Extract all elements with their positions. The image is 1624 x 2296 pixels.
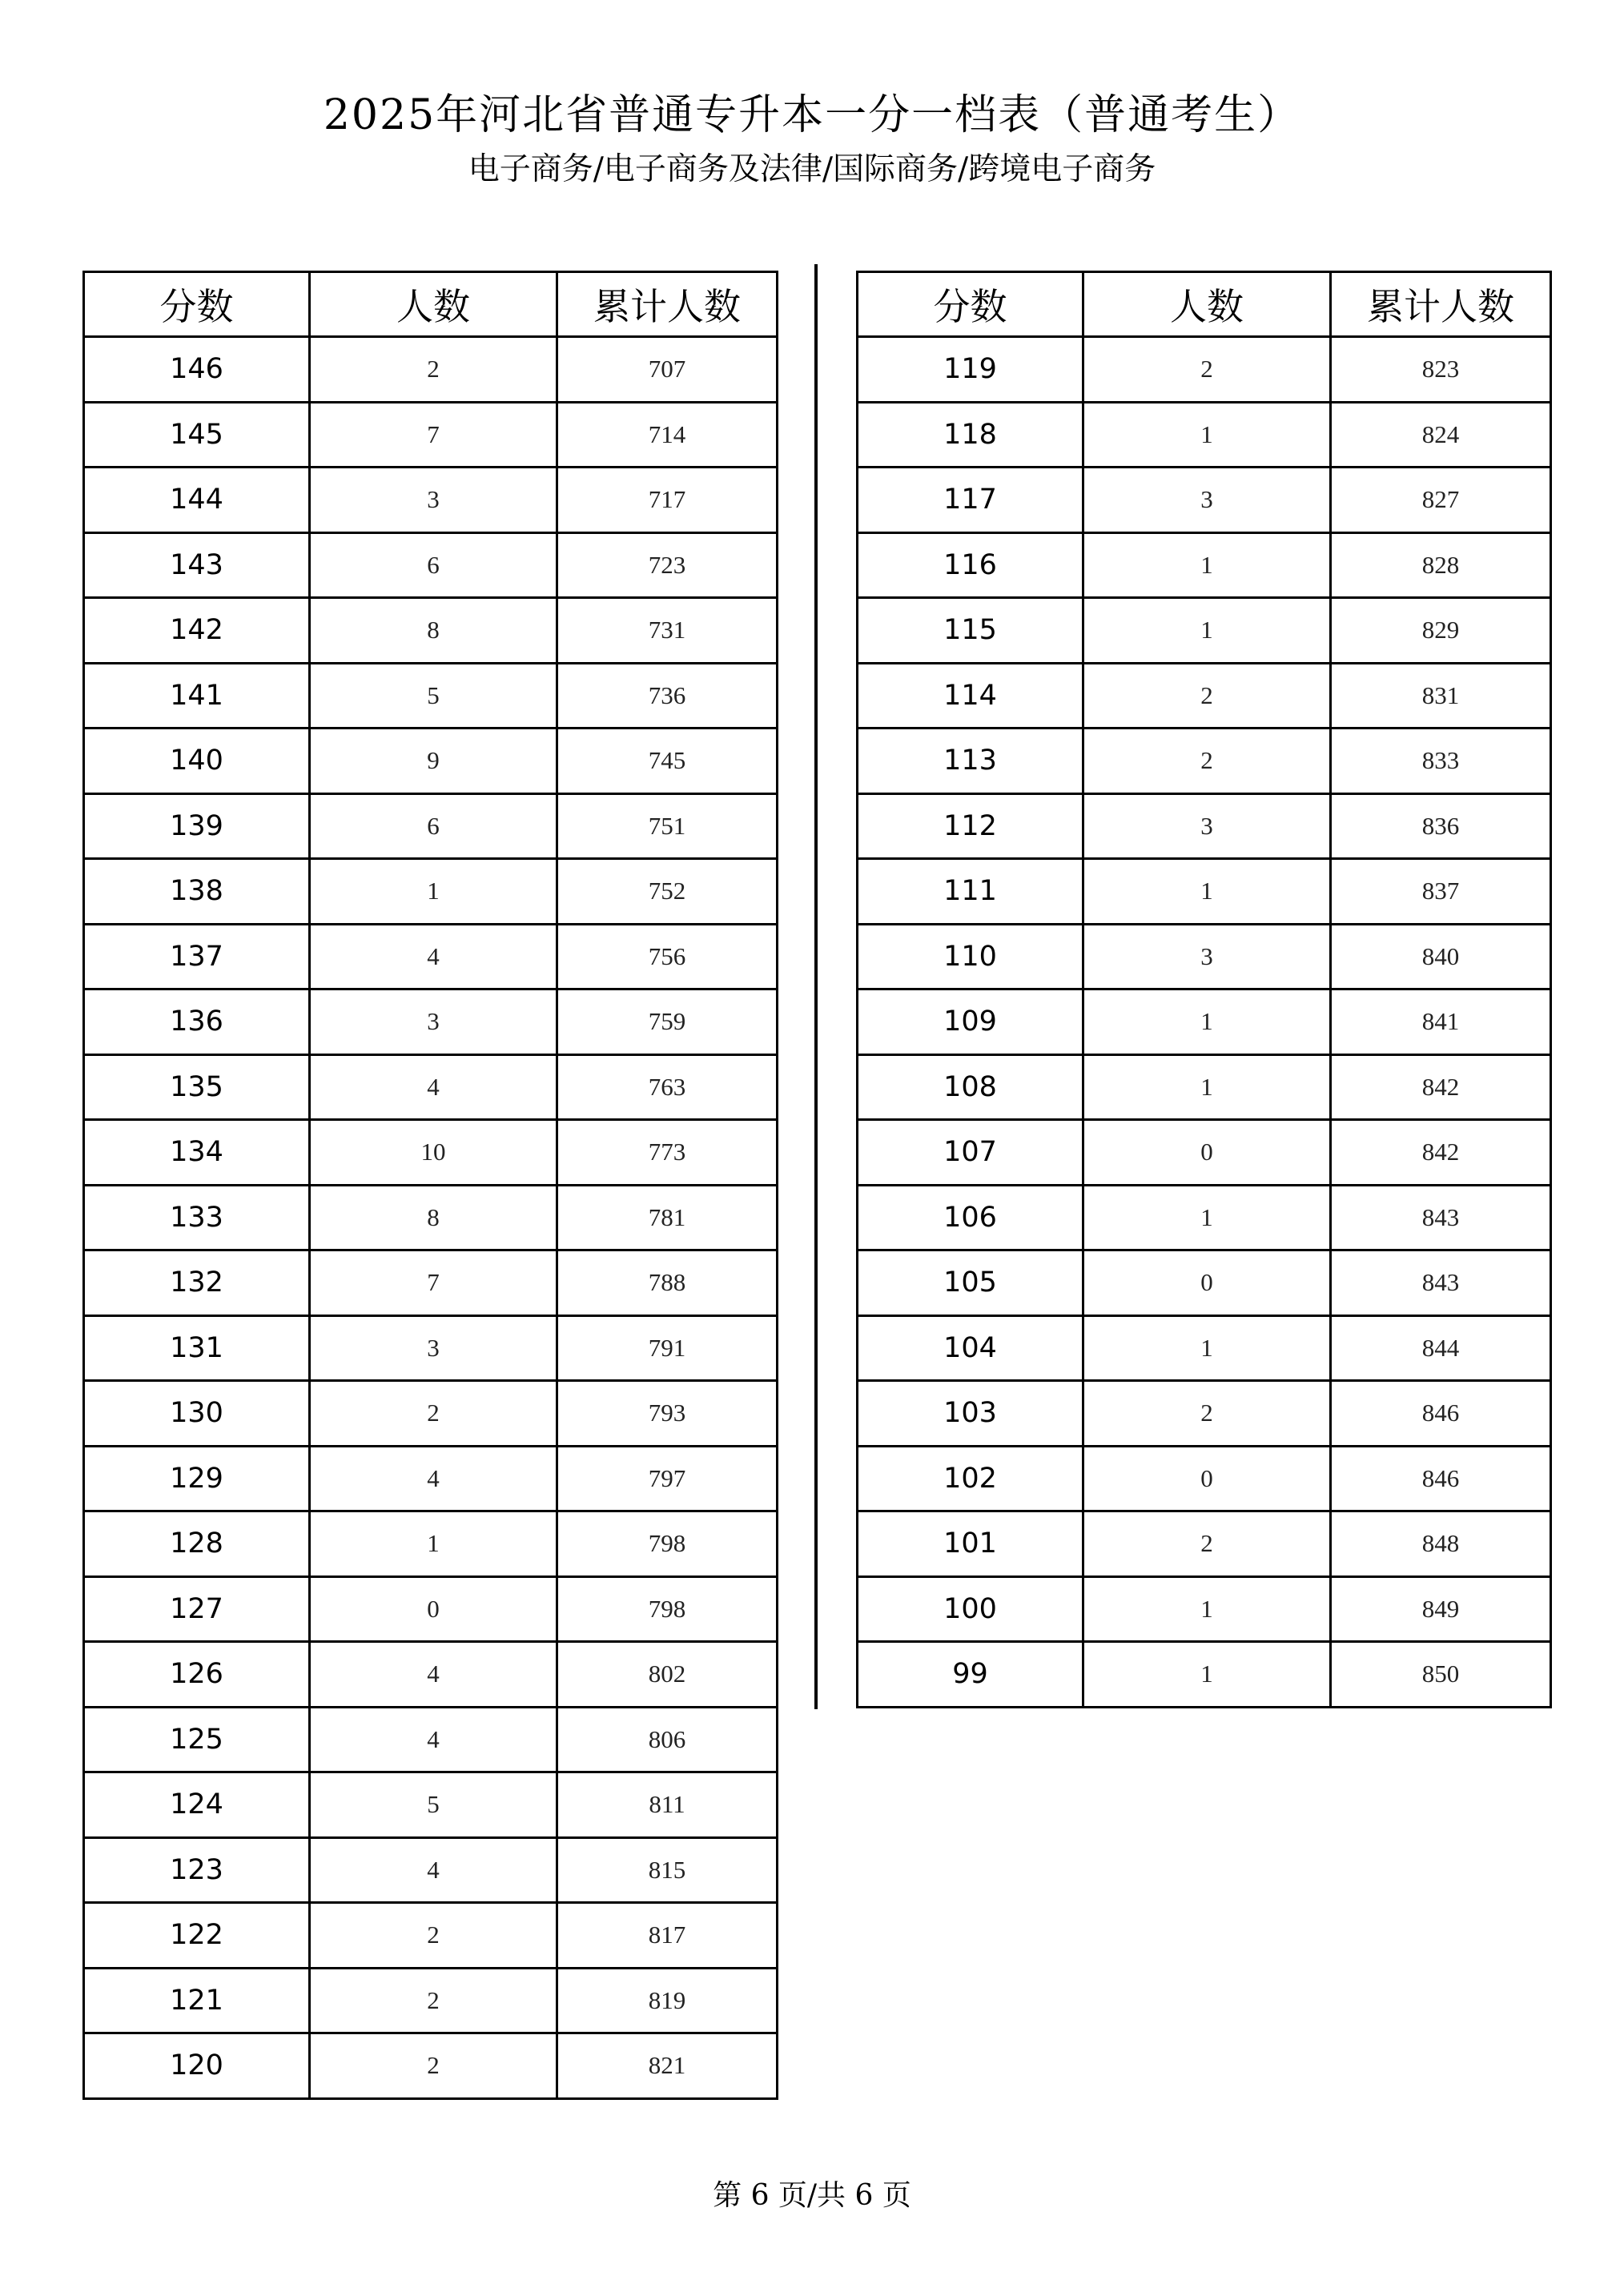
- table-row: [84, 1968, 778, 2033]
- table-row: [858, 1511, 1551, 1577]
- cumulative-cell: 707: [557, 337, 778, 403]
- cumulative-cell: 844: [1331, 1315, 1551, 1381]
- score-cell: 107: [858, 1120, 1083, 1186]
- cumulative-cell: 731: [557, 598, 778, 664]
- score-cell: 128: [84, 1511, 310, 1577]
- table-row: [84, 1642, 778, 1708]
- count-cell: 10: [310, 1120, 557, 1186]
- table-row: [84, 1185, 778, 1250]
- table-row: [858, 1054, 1551, 1120]
- count-cell: 6: [310, 793, 557, 859]
- count-cell: 8: [310, 1185, 557, 1250]
- cumulative-cell: 841: [1331, 989, 1551, 1055]
- count-cell: 1: [1083, 402, 1331, 468]
- table-row: [858, 729, 1551, 794]
- count-cell: 0: [1083, 1120, 1331, 1186]
- cumulative-cell: 759: [557, 989, 778, 1055]
- table-row: [858, 663, 1551, 729]
- cumulative-cell: 798: [557, 1511, 778, 1577]
- table-row: [858, 1315, 1551, 1381]
- score-cell: 105: [858, 1250, 1083, 1316]
- score-cell: 118: [858, 402, 1083, 468]
- count-cell: 2: [310, 337, 557, 403]
- score-cell: 106: [858, 1185, 1083, 1250]
- score-cell: 102: [858, 1446, 1083, 1511]
- score-cell: 120: [84, 2033, 310, 2099]
- table-row: [858, 402, 1551, 468]
- table-row: [84, 1772, 778, 1838]
- table-row: [84, 2033, 778, 2099]
- count-cell: 9: [310, 729, 557, 794]
- table-row: [84, 989, 778, 1055]
- score-cell: 115: [858, 598, 1083, 664]
- cumulative-cell: 840: [1331, 924, 1551, 989]
- count-cell: 1: [1083, 1054, 1331, 1120]
- table-row: [858, 859, 1551, 925]
- cumulative-cell: 745: [557, 729, 778, 794]
- cumulative-cell: 717: [557, 468, 778, 533]
- cumulative-cell: 843: [1331, 1185, 1551, 1250]
- score-cell: 113: [858, 729, 1083, 794]
- score-cell: 143: [84, 532, 310, 598]
- table-row: [84, 793, 778, 859]
- cumulative-cell: 827: [1331, 468, 1551, 533]
- table-row: [84, 1707, 778, 1772]
- score-cell: 124: [84, 1772, 310, 1838]
- cumulative-cell: 756: [557, 924, 778, 989]
- score-cell: 129: [84, 1446, 310, 1511]
- table-row: [84, 532, 778, 598]
- cumulative-cell: 798: [557, 1576, 778, 1642]
- page-footer: 第 6 页/共 6 页: [713, 2179, 911, 2212]
- count-cell: 6: [310, 532, 557, 598]
- score-cell: 133: [84, 1185, 310, 1250]
- count-cell: 3: [1083, 468, 1331, 533]
- score-cell: 130: [84, 1381, 310, 1447]
- count-cell: 3: [310, 1315, 557, 1381]
- table-row: [84, 859, 778, 925]
- cumulative-cell: 850: [1331, 1642, 1551, 1708]
- score-cell: 103: [858, 1381, 1083, 1447]
- cumulative-cell: 806: [557, 1707, 778, 1772]
- score-cell: 140: [84, 729, 310, 794]
- count-cell: 1: [1083, 1642, 1331, 1708]
- cumulative-cell: 823: [1331, 337, 1551, 403]
- count-cell: 1: [310, 859, 557, 925]
- header-count: 人数: [310, 272, 557, 337]
- table-row: [84, 729, 778, 794]
- cumulative-cell: 752: [557, 859, 778, 925]
- score-table-left: [82, 271, 778, 2100]
- score-cell: 144: [84, 468, 310, 533]
- score-cell: 127: [84, 1576, 310, 1642]
- cumulative-cell: 848: [1331, 1511, 1551, 1577]
- page-title: 2025年河北省普通专升本一分一档表（普通考生）: [323, 91, 1301, 139]
- cumulative-cell: 714: [557, 402, 778, 468]
- cumulative-cell: 773: [557, 1120, 778, 1186]
- cumulative-cell: 837: [1331, 859, 1551, 925]
- score-cell: 114: [858, 663, 1083, 729]
- count-cell: 4: [310, 1707, 557, 1772]
- cumulative-cell: 846: [1331, 1446, 1551, 1511]
- score-cell: 99: [858, 1642, 1083, 1708]
- header-score: 分数: [858, 272, 1083, 337]
- count-cell: 4: [310, 1642, 557, 1708]
- score-cell: 122: [84, 1903, 310, 1969]
- cumulative-cell: 788: [557, 1250, 778, 1316]
- score-cell: 146: [84, 337, 310, 403]
- table-row: [84, 402, 778, 468]
- score-cell: 104: [858, 1315, 1083, 1381]
- cumulative-cell: 817: [557, 1903, 778, 1969]
- score-cell: 101: [858, 1511, 1083, 1577]
- table-row: [84, 1903, 778, 1969]
- table-row: [84, 1054, 778, 1120]
- table-row: [84, 337, 778, 403]
- count-cell: 3: [1083, 924, 1331, 989]
- score-cell: 139: [84, 793, 310, 859]
- score-cell: 112: [858, 793, 1083, 859]
- table-row: [84, 1381, 778, 1447]
- table-row: [84, 468, 778, 533]
- score-cell: 126: [84, 1642, 310, 1708]
- score-cell: 117: [858, 468, 1083, 533]
- count-cell: 5: [310, 1772, 557, 1838]
- score-cell: 121: [84, 1968, 310, 2033]
- cumulative-cell: 831: [1331, 663, 1551, 729]
- cumulative-cell: 811: [557, 1772, 778, 1838]
- count-cell: 3: [310, 989, 557, 1055]
- cumulative-cell: 736: [557, 663, 778, 729]
- page-subtitle: 电子商务/电子商务及法律/国际商务/跨境电子商务: [468, 151, 1156, 187]
- table-row: [84, 1576, 778, 1642]
- table-row: [858, 793, 1551, 859]
- count-cell: 1: [1083, 989, 1331, 1055]
- score-cell: 132: [84, 1250, 310, 1316]
- cumulative-cell: 802: [557, 1642, 778, 1708]
- count-cell: 1: [1083, 532, 1331, 598]
- table-header-row: [858, 272, 1551, 337]
- count-cell: 0: [310, 1576, 557, 1642]
- score-cell: 138: [84, 859, 310, 925]
- cumulative-cell: 819: [557, 1968, 778, 2033]
- table-body-right: [858, 337, 1551, 1708]
- header-count: 人数: [1083, 272, 1331, 337]
- score-cell: 134: [84, 1120, 310, 1186]
- score-cell: 116: [858, 532, 1083, 598]
- score-cell: 135: [84, 1054, 310, 1120]
- count-cell: 1: [1083, 859, 1331, 925]
- cumulative-cell: 842: [1331, 1120, 1551, 1186]
- score-cell: 100: [858, 1576, 1083, 1642]
- table-body-left: [84, 337, 778, 2099]
- count-cell: 2: [1083, 1511, 1331, 1577]
- score-cell: 145: [84, 402, 310, 468]
- table-row: [858, 337, 1551, 403]
- cumulative-cell: 797: [557, 1446, 778, 1511]
- count-cell: 2: [310, 1903, 557, 1969]
- count-cell: 3: [1083, 793, 1331, 859]
- header-score: 分数: [84, 272, 310, 337]
- count-cell: 2: [310, 1968, 557, 2033]
- count-cell: 3: [310, 468, 557, 533]
- score-cell: 109: [858, 989, 1083, 1055]
- score-table-right: [856, 271, 1552, 1708]
- count-cell: 4: [310, 924, 557, 989]
- table-row: [84, 1315, 778, 1381]
- table-row: [84, 1837, 778, 1903]
- count-cell: 4: [310, 1837, 557, 1903]
- table-row: [858, 598, 1551, 664]
- count-cell: 7: [310, 402, 557, 468]
- cumulative-cell: 815: [557, 1837, 778, 1903]
- cumulative-cell: 821: [557, 2033, 778, 2099]
- table-row: [858, 1250, 1551, 1316]
- cumulative-cell: 828: [1331, 532, 1551, 598]
- count-cell: 4: [310, 1054, 557, 1120]
- score-cell: 137: [84, 924, 310, 989]
- cumulative-cell: 842: [1331, 1054, 1551, 1120]
- table-row: [84, 1511, 778, 1577]
- score-cell: 111: [858, 859, 1083, 925]
- score-cell: 123: [84, 1837, 310, 1903]
- count-cell: 2: [1083, 337, 1331, 403]
- cumulative-cell: 846: [1331, 1381, 1551, 1447]
- score-cell: 136: [84, 989, 310, 1055]
- score-cell: 108: [858, 1054, 1083, 1120]
- count-cell: 7: [310, 1250, 557, 1316]
- count-cell: 1: [310, 1511, 557, 1577]
- column-divider: [814, 264, 818, 1709]
- score-cell: 110: [858, 924, 1083, 989]
- table-row: [858, 924, 1551, 989]
- header-cumulative: 累计人数: [557, 272, 778, 337]
- count-cell: 2: [1083, 729, 1331, 794]
- count-cell: 2: [310, 1381, 557, 1447]
- table-row: [858, 1381, 1551, 1447]
- score-cell: 141: [84, 663, 310, 729]
- table-row: [84, 1250, 778, 1316]
- count-cell: 0: [1083, 1250, 1331, 1316]
- table-row: [84, 924, 778, 989]
- table-row: [858, 1576, 1551, 1642]
- cumulative-cell: 836: [1331, 793, 1551, 859]
- table-row: [84, 598, 778, 664]
- count-cell: 8: [310, 598, 557, 664]
- cumulative-cell: 763: [557, 1054, 778, 1120]
- cumulative-cell: 843: [1331, 1250, 1551, 1316]
- count-cell: 2: [1083, 1381, 1331, 1447]
- score-cell: 131: [84, 1315, 310, 1381]
- cumulative-cell: 781: [557, 1185, 778, 1250]
- cumulative-cell: 833: [1331, 729, 1551, 794]
- table-row: [858, 468, 1551, 533]
- table-row: [84, 1120, 778, 1186]
- score-cell: 142: [84, 598, 310, 664]
- cumulative-cell: 793: [557, 1381, 778, 1447]
- count-cell: 5: [310, 663, 557, 729]
- table-row: [858, 1642, 1551, 1708]
- table-header-row: [84, 272, 778, 337]
- count-cell: 4: [310, 1446, 557, 1511]
- count-cell: 2: [310, 2033, 557, 2099]
- cumulative-cell: 791: [557, 1315, 778, 1381]
- cumulative-cell: 849: [1331, 1576, 1551, 1642]
- count-cell: 1: [1083, 1576, 1331, 1642]
- table-row: [858, 532, 1551, 598]
- cumulative-cell: 751: [557, 793, 778, 859]
- count-cell: 1: [1083, 1185, 1331, 1250]
- cumulative-cell: 824: [1331, 402, 1551, 468]
- table-row: [858, 989, 1551, 1055]
- cumulative-cell: 723: [557, 532, 778, 598]
- count-cell: 1: [1083, 1315, 1331, 1381]
- count-cell: 2: [1083, 663, 1331, 729]
- cumulative-cell: 829: [1331, 598, 1551, 664]
- header-cumulative: 累计人数: [1331, 272, 1551, 337]
- table-row: [858, 1185, 1551, 1250]
- count-cell: 1: [1083, 598, 1331, 664]
- score-cell: 125: [84, 1707, 310, 1772]
- table-row: [84, 663, 778, 729]
- table-row: [84, 1446, 778, 1511]
- score-cell: 119: [858, 337, 1083, 403]
- count-cell: 0: [1083, 1446, 1331, 1511]
- table-row: [858, 1120, 1551, 1186]
- table-row: [858, 1446, 1551, 1511]
